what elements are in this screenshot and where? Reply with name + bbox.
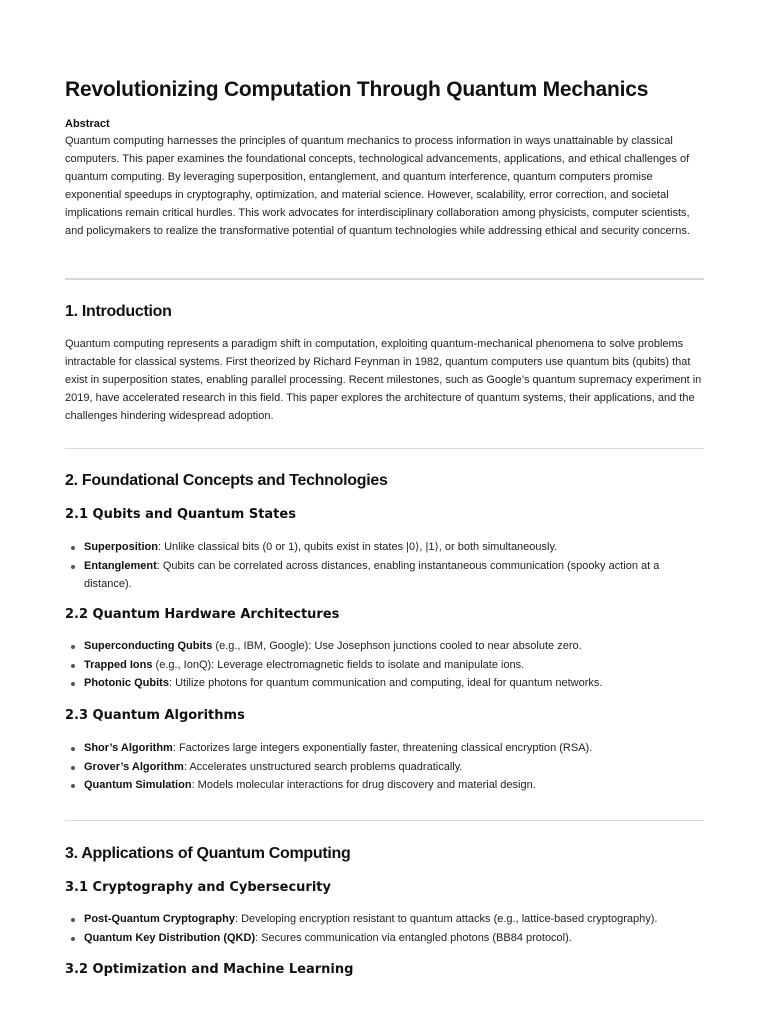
list-item-term: Quantum Key Distribution (QKD) (84, 931, 256, 944)
list-item-term: Grover’s Algorithm (84, 760, 184, 773)
list-item-text: : Utilize photons for quantum communication and computing, ideal for quantum networks. (168, 677, 603, 689)
list-item-term: Post-Quantum Cryptography (84, 913, 235, 925)
bullet-icon (71, 937, 75, 941)
hardware-list (65, 637, 704, 693)
introduction-text: Quantum computing represents a paradigm shift in computation, exploiting quantum-mechanical phenomena to solve problems intractable for classical systems. First theorized by Richard Feynman in 1982, quantum computers use quantum bits (qubits) that exist in superposition states, enabling parallel processing. Recent milestones, such as Google’s quantum supremacy experiment in 2019, have accelerated research in this field. This paper explores the architecture of quantum systems, their applications, and the challenges hindering widespread adoption. (65, 338, 702, 422)
list-item (65, 929, 704, 948)
bullet-icon (71, 682, 75, 686)
bullet-icon (71, 918, 75, 922)
bullet-icon (71, 664, 75, 668)
bullet-icon (71, 766, 75, 770)
section-heading-foundations: 2. Foundational Concepts and Technologies (65, 472, 388, 489)
section-heading-introduction: 1. Introduction (65, 303, 172, 320)
subsection-heading-optimization: 3.2 Optimization and Machine Learning (65, 962, 354, 977)
list-item-term: Superposition (84, 541, 158, 553)
abstract-label: Abstract (65, 118, 110, 130)
list-item-term: Trapped Ions (84, 658, 153, 671)
list-item-text: : Secures communication via entangled photons (BB84 protocol). (255, 931, 572, 944)
bullet-icon (71, 546, 75, 550)
list-item-term: Shor’s Algorithm (84, 742, 173, 754)
cryptography-list (65, 910, 704, 947)
list-item (65, 910, 704, 929)
list-item (65, 674, 704, 693)
bullet-icon (71, 784, 75, 788)
list-item-text: (e.g., IonQ): Leverage electromagnetic fields to isolate and manipulate ions. (152, 658, 525, 671)
abstract-text: Quantum computing harnesses the principles of quantum mechanics to process information in ways unattainable by classical computers. This paper examines the foundational concepts, technological advancements, applications, and ethical challenges of quantum computing. By leveraging superposition, entanglement, and quantum interference, quantum computers promise exponential speedups in cryptography, optimization, and material science. However, scalability, error correction, and societal implications remain critical hurdles. This work advocates for interdisciplinary collaboration among physicists, computer scientists, and policymakers to realize the transformative potential of quantum technologies while addressing ethical and security concerns. (65, 135, 690, 237)
subsection-heading-qubits: 2.1 Qubits and Quantum States (65, 507, 296, 522)
list-item-text: : Models molecular interactions for drug discovery and material design. (191, 779, 536, 791)
list-item-term: Photonic Qubits (84, 677, 169, 689)
list-item (65, 739, 704, 758)
bullet-icon (71, 645, 75, 649)
section-divider (65, 448, 704, 449)
list-item-text: : Unlike classical bits (0 or 1), qubits exist in states |0⟩, |1⟩, or both simultaneously. (157, 541, 558, 553)
list-item-term: Quantum Simulation (84, 779, 192, 791)
list-item (65, 637, 704, 656)
qubits-list (65, 538, 704, 594)
bullet-icon (71, 565, 75, 569)
list-item-text: : Qubits can be correlated across distances, enabling instantaneous communication (spooky action at a distance). (84, 559, 660, 590)
bullet-icon (71, 747, 75, 751)
list-item (65, 557, 704, 594)
section-divider (65, 278, 704, 280)
list-item (65, 776, 704, 795)
subsection-heading-algorithms: 2.3 Quantum Algorithms (65, 708, 245, 723)
list-item-text: : Accelerates unstructured search problems quadratically. (183, 760, 463, 773)
subsection-heading-cryptography: 3.1 Cryptography and Cybersecurity (65, 880, 331, 895)
list-item-text: : Developing encryption resistant to quantum attacks (e.g., lattice-based cryptography). (234, 913, 658, 925)
list-item-text: : Factorizes large integers exponentially faster, threatening classical encryption (RSA). (172, 742, 593, 754)
section-divider (65, 820, 704, 821)
subsection-heading-hardware: 2.2 Quantum Hardware Architectures (65, 607, 340, 622)
paper-title: Revolutionizing Computation Through Quantum Mechanics (65, 78, 649, 101)
section-heading-applications: 3. Applications of Quantum Computing (65, 845, 351, 862)
list-item-term: Entanglement (84, 559, 157, 572)
list-item (65, 758, 704, 777)
list-item (65, 538, 704, 557)
list-item (65, 656, 704, 675)
list-item-text: (e.g., IBM, Google): Use Josephson junctions cooled to near absolute zero. (212, 640, 582, 652)
algorithms-list (65, 739, 704, 795)
list-item-term: Superconducting Qubits (84, 640, 213, 652)
